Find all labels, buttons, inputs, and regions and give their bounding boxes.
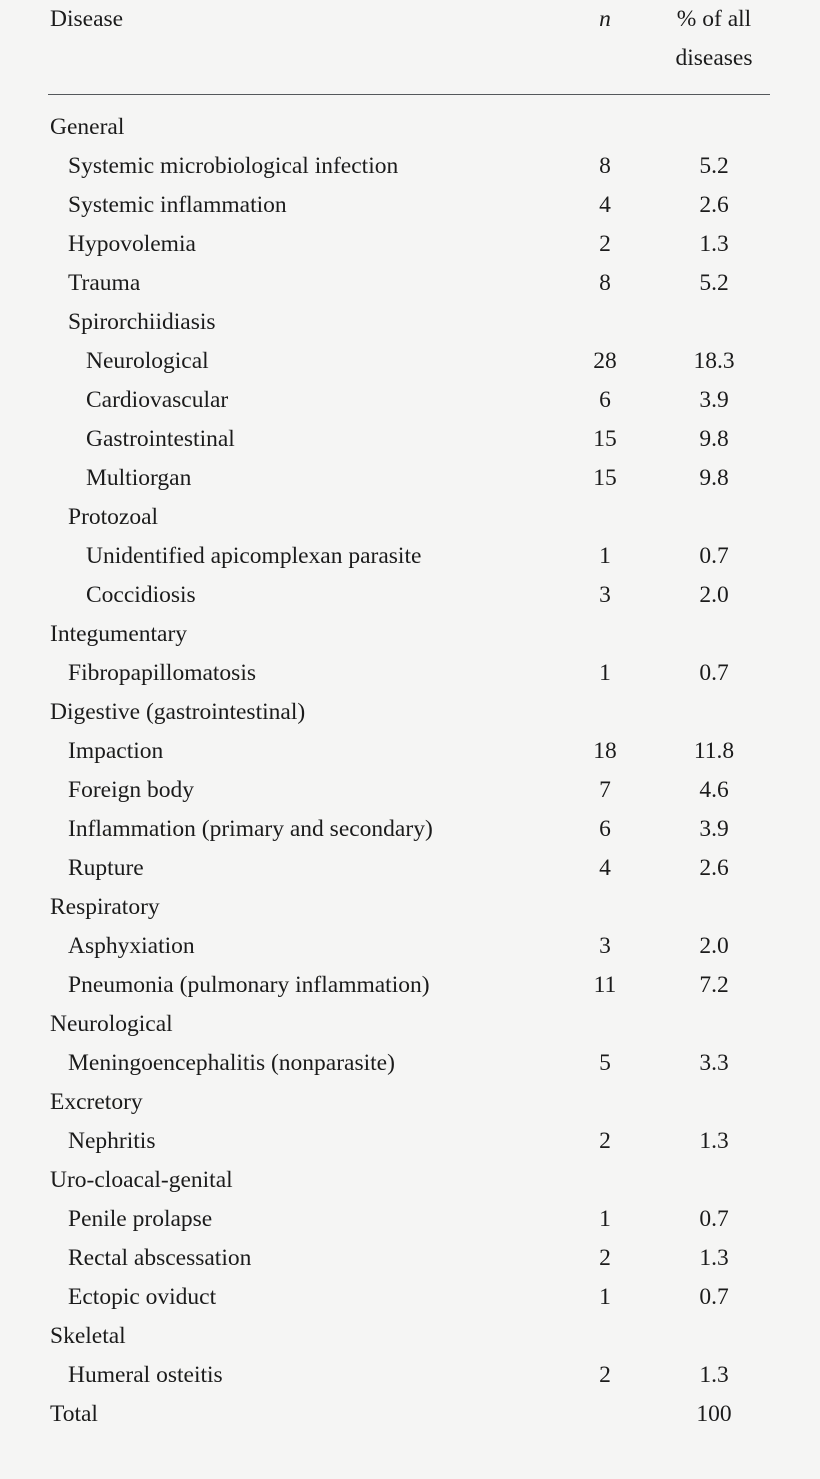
row-disease-label: Digestive (gastrointestinal) xyxy=(50,699,306,725)
row-count-value: 1 xyxy=(599,660,611,686)
row-disease-label: Systemic microbiological infection xyxy=(68,153,399,179)
row-disease-label: Unidentified apicomplexan parasite xyxy=(86,543,422,569)
table-row xyxy=(48,147,770,186)
row-percent-value xyxy=(660,615,770,654)
row-disease-label: Penile prolapse xyxy=(68,1206,213,1232)
row-percent-value: 9.8 xyxy=(699,465,729,491)
row-disease-label: Protozoal xyxy=(68,504,159,530)
row-percent-value: 0.7 xyxy=(699,1284,729,1310)
row-disease-label: Rupture xyxy=(68,855,144,881)
row-percent-value xyxy=(660,1005,770,1044)
row-count-value xyxy=(556,1083,660,1122)
row-disease-label: Cardiovascular xyxy=(86,387,229,413)
row-percent-value: 1.3 xyxy=(699,1128,729,1154)
row-count-value xyxy=(556,303,660,342)
row-count-value: 1 xyxy=(599,1206,611,1232)
header-row xyxy=(48,0,770,78)
table-row xyxy=(48,1005,770,1044)
row-percent-value: 7.2 xyxy=(699,972,729,998)
row-disease-label: Nephritis xyxy=(68,1128,156,1154)
row-disease-label: Hypovolemia xyxy=(68,231,196,257)
row-disease-label: Asphyxiation xyxy=(68,933,195,959)
row-percent-value: 5.2 xyxy=(699,270,729,296)
table-row xyxy=(48,498,770,537)
row-count-value: 7 xyxy=(599,777,611,803)
row-count-value: 4 xyxy=(599,855,611,881)
table-row xyxy=(48,849,770,888)
row-disease-label: Humeral osteitis xyxy=(68,1362,223,1388)
row-count-value: 1 xyxy=(599,1284,611,1310)
table-row xyxy=(48,108,770,147)
row-percent-value: 1.3 xyxy=(699,1245,729,1271)
row-count-value: 2 xyxy=(599,1245,611,1271)
row-count-value: 28 xyxy=(593,348,617,374)
row-count-value: 15 xyxy=(593,426,617,452)
table-row xyxy=(48,1356,770,1395)
table-row xyxy=(48,888,770,927)
table-row xyxy=(48,186,770,225)
row-disease-label: Meningoencephalitis (nonparasite) xyxy=(68,1050,395,1076)
table-row xyxy=(48,420,770,459)
table-row xyxy=(48,1317,770,1356)
row-percent-value: 1.3 xyxy=(699,1362,729,1388)
row-disease-label: Trauma xyxy=(68,270,141,296)
row-percent-value: 3.3 xyxy=(699,1050,729,1076)
row-count-value: 18 xyxy=(593,738,617,764)
table-row xyxy=(48,927,770,966)
row-disease-label: Foreign body xyxy=(68,777,194,803)
row-disease-label: Total xyxy=(50,1401,98,1427)
row-percent-value: 0.7 xyxy=(699,660,729,686)
row-count-value xyxy=(556,1395,660,1434)
column-header-percent xyxy=(660,0,770,78)
row-count-value xyxy=(556,1005,660,1044)
table-row xyxy=(48,810,770,849)
row-percent-value: 18.3 xyxy=(693,348,735,374)
row-count-value: 2 xyxy=(599,1128,611,1154)
row-disease-label: Spirorchiidiasis xyxy=(68,309,216,335)
header-rule-cell xyxy=(48,78,770,95)
row-percent-value xyxy=(660,498,770,537)
table-row xyxy=(48,1395,770,1434)
row-count-value: 3 xyxy=(599,933,611,959)
row-disease-label: Coccidiosis xyxy=(86,582,196,608)
row-disease-label: Neurological xyxy=(50,1011,173,1037)
row-disease-label: Uro-cloacal-genital xyxy=(50,1167,233,1193)
row-count-value: 15 xyxy=(593,465,617,491)
row-percent-value: 1.3 xyxy=(699,231,729,257)
table-row xyxy=(48,303,770,342)
table-row xyxy=(48,771,770,810)
row-percent-value: 0.7 xyxy=(699,543,729,569)
row-count-value: 8 xyxy=(599,270,611,296)
table-row xyxy=(48,1200,770,1239)
row-percent-value xyxy=(660,303,770,342)
table-row xyxy=(48,225,770,264)
row-percent-value xyxy=(660,1083,770,1122)
row-disease-label: Neurological xyxy=(86,348,209,374)
row-count-value xyxy=(556,615,660,654)
row-count-value: 3 xyxy=(599,582,611,608)
row-disease-label: Inflammation (primary and secondary) xyxy=(68,816,433,842)
row-percent-value xyxy=(660,1317,770,1356)
table-row xyxy=(48,693,770,732)
row-count-value: 2 xyxy=(599,1362,611,1388)
table-row xyxy=(48,1161,770,1200)
row-percent-value: 9.8 xyxy=(699,426,729,452)
row-count-value xyxy=(556,498,660,537)
row-disease-label: Respiratory xyxy=(50,894,160,920)
row-percent-value: 11.8 xyxy=(693,738,735,764)
row-percent-value xyxy=(660,108,770,147)
column-header-percent-line2: diseases xyxy=(675,45,753,71)
row-percent-value xyxy=(660,693,770,732)
row-count-value: 4 xyxy=(599,192,611,218)
row-disease-label: Integumentary xyxy=(50,621,188,647)
row-count-value xyxy=(556,1161,660,1200)
table-row xyxy=(48,732,770,771)
row-count-value: 1 xyxy=(599,543,611,569)
table-row xyxy=(48,342,770,381)
column-header-percent-line1: % of all xyxy=(676,6,752,32)
table-row xyxy=(48,615,770,654)
table-row xyxy=(48,537,770,576)
row-count-value: 6 xyxy=(599,387,611,413)
row-percent-value: 2.6 xyxy=(699,855,729,881)
table-row xyxy=(48,1122,770,1161)
table-row xyxy=(48,576,770,615)
row-percent-value: 5.2 xyxy=(699,153,729,179)
header-rule-row xyxy=(48,78,770,95)
table-row xyxy=(48,1278,770,1317)
row-disease-label: Ectopic oviduct xyxy=(68,1284,217,1310)
row-percent-value xyxy=(660,1161,770,1200)
row-disease-label: Impaction xyxy=(68,738,164,764)
header-gap-row xyxy=(48,95,770,108)
column-header-n: n xyxy=(599,6,611,32)
row-percent-value xyxy=(660,888,770,927)
row-percent-value: 3.9 xyxy=(699,387,729,413)
disease-frequency-table xyxy=(48,0,770,1434)
row-disease-label: Excretory xyxy=(50,1089,143,1115)
header-gap-cell xyxy=(48,95,770,108)
table-row xyxy=(48,381,770,420)
row-count-value: 6 xyxy=(599,816,611,842)
table-row xyxy=(48,264,770,303)
row-count-value xyxy=(556,693,660,732)
row-percent-value: 3.9 xyxy=(699,816,729,842)
row-disease-label: General xyxy=(50,114,125,140)
table-header xyxy=(48,0,770,95)
row-count-value: 11 xyxy=(593,972,617,998)
row-disease-label: Systemic inflammation xyxy=(68,192,287,218)
row-count-value xyxy=(556,1317,660,1356)
table-row xyxy=(48,1083,770,1122)
row-disease-label: Skeletal xyxy=(50,1323,126,1349)
table-row xyxy=(48,1239,770,1278)
table-row xyxy=(48,459,770,498)
row-percent-value: 2.0 xyxy=(699,933,729,959)
row-count-value xyxy=(556,108,660,147)
row-percent-value: 0.7 xyxy=(699,1206,729,1232)
row-count-value: 8 xyxy=(599,153,611,179)
row-disease-label: Rectal abscessation xyxy=(68,1245,252,1271)
row-count-value: 2 xyxy=(599,231,611,257)
row-count-value xyxy=(556,888,660,927)
row-disease-label: Gastrointestinal xyxy=(86,426,235,452)
table-row xyxy=(48,1044,770,1083)
row-count-value: 5 xyxy=(599,1050,611,1076)
row-disease-label: Pneumonia (pulmonary inflammation) xyxy=(68,972,430,998)
row-percent-value: 100 xyxy=(696,1401,732,1427)
table-body xyxy=(48,95,770,1434)
table-row xyxy=(48,966,770,1005)
table-row xyxy=(48,654,770,693)
row-percent-value: 2.6 xyxy=(699,192,729,218)
row-percent-value: 2.0 xyxy=(699,582,729,608)
row-disease-label: Fibropapillomatosis xyxy=(68,660,256,686)
row-percent-value: 4.6 xyxy=(699,777,729,803)
column-header-disease: Disease xyxy=(50,6,124,32)
row-disease-label: Multiorgan xyxy=(86,465,192,491)
